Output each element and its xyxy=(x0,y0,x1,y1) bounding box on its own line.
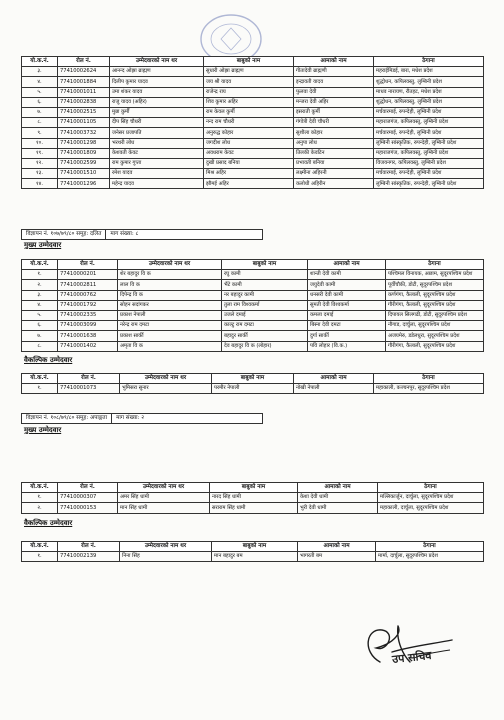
cell-serial: १. xyxy=(22,270,58,280)
cell-candidate-name: रमेश यादव xyxy=(110,169,204,179)
cell-serial: १३. xyxy=(22,169,58,179)
cell-candidate-name: भुमिसरा सुनार xyxy=(120,384,212,394)
table-row xyxy=(22,179,484,189)
cell-father-name: सुधारी ओझा ब्राह्मण xyxy=(204,67,294,77)
table-row xyxy=(22,158,484,168)
cell-candidate-name: जनेसर प्रजापति xyxy=(110,128,204,138)
cell-address: मर्चवारमाई, रुपन्देही, लुम्बिनी प्रदेश xyxy=(374,169,484,179)
table-row xyxy=(22,77,484,87)
cell-address: पूर्वीचौकी, डोटी, सुदूरपश्चिम प्रदेश xyxy=(386,280,484,290)
table-row xyxy=(22,384,484,394)
cell-mother-name: प्रभावती बनिया xyxy=(294,158,374,168)
continuation-table xyxy=(21,56,484,189)
cell-candidate-name: अमर सिंह धामी xyxy=(118,493,210,503)
column-header-address: ठेगाना xyxy=(374,57,484,67)
cell-serial: १४. xyxy=(22,179,58,189)
cell-father-name: शिव कुमार अहिर xyxy=(204,97,294,107)
cell-mother-name: गंगोत्री देवी चौधरी xyxy=(294,118,374,128)
cell-roll-number: 77410002515 xyxy=(58,107,110,117)
column-header-father-name: बाबुको नाम xyxy=(210,483,298,493)
cell-candidate-name: राजु यादव (अहिर) xyxy=(110,97,204,107)
cell-address: गौरीगंगा, कैलाली, सुदूरपश्चिम प्रदेश xyxy=(386,300,484,310)
cell-candidate-name: राम कुमार गुप्ता xyxy=(110,158,204,168)
cell-serial: ७. xyxy=(22,331,58,341)
cell-roll-number: 77410002838 xyxy=(58,97,110,107)
cell-roll-number: 77410001402 xyxy=(58,341,118,351)
cell-mother-name: केशा देवी धामी xyxy=(298,493,378,503)
cell-address: माधव नारायण, रौतहट, मधेश प्रदेश xyxy=(374,87,484,97)
cell-roll-number: 77410001809 xyxy=(58,148,110,158)
cell-roll-number: 77410002599 xyxy=(58,158,110,168)
table-row xyxy=(22,128,484,138)
cell-roll-number: 77410001638 xyxy=(58,331,118,341)
column-header-mother-name: आमाको नाम xyxy=(298,542,376,552)
cell-roll-number: 77410001073 xyxy=(58,384,120,394)
cell-father-name: जगदीश लोध xyxy=(204,138,294,148)
cell-mother-name: तिलकी केवटिन xyxy=(294,148,374,158)
cell-candidate-name: प्रकाश नेपाली xyxy=(118,310,222,320)
table-header-row xyxy=(22,374,484,384)
cell-serial: ४. xyxy=(22,300,58,310)
cell-address: लुम्बिनी सांस्कृतिक, रुपन्देही, लुम्बिनी प्रदेश xyxy=(374,138,484,148)
cell-roll-number: 77410000201 xyxy=(58,270,118,280)
cell-address: शुद्धोधन, कपिलवस्तु, लुम्बिनी प्रदेश xyxy=(374,97,484,107)
column-header-serial: यो.क.नं. xyxy=(22,374,58,384)
cell-candidate-name: सोहन सदांगकर xyxy=(118,300,222,310)
cell-candidate-name: अमृता वि क xyxy=(118,341,222,351)
advertisement-box xyxy=(21,413,263,424)
main-candidate-table xyxy=(21,259,484,352)
column-header-serial: यो.क.नं. xyxy=(22,57,58,67)
table-row xyxy=(22,107,484,117)
table-header-row xyxy=(22,260,484,270)
table-row xyxy=(22,148,484,158)
cell-mother-name: धनसरी देवी कामी xyxy=(308,290,386,300)
cell-serial: १. xyxy=(22,493,58,503)
alternate-candidate-table xyxy=(21,541,484,562)
cell-mother-name: दुर्गा सार्की xyxy=(308,331,386,341)
cell-candidate-name: शेर बहादुर वि क xyxy=(118,270,222,280)
column-header-mother-name: आमाको नाम xyxy=(294,57,374,67)
cell-mother-name: इसराती कुर्मी xyxy=(294,107,374,117)
cell-roll-number: 77410001884 xyxy=(58,77,110,87)
cell-candidate-name: मुन्ना कुर्मी xyxy=(110,107,204,117)
main-candidate-table xyxy=(21,482,484,514)
cell-candidate-name: नरेन्द्र राम दमटा xyxy=(118,321,222,331)
table-row xyxy=(22,138,484,148)
cell-mother-name: इन्द्रावती यादव xyxy=(294,77,374,87)
cell-serial: ८. xyxy=(22,118,58,128)
cell-father-name: उजले दमाई xyxy=(222,310,308,320)
column-header-address: ठेगाना xyxy=(376,542,484,552)
seat-count: माग संख्या: ८ xyxy=(110,231,139,237)
cell-father-name: रघु कामी xyxy=(222,270,308,280)
cell-father-name: दुखी प्रसाद बनिया xyxy=(204,158,294,168)
cell-serial: ७. xyxy=(22,107,58,117)
table-row xyxy=(22,280,484,290)
cell-mother-name: जयुदेवी कामी xyxy=(308,280,386,290)
cell-father-name: भैंटे कामी xyxy=(222,280,308,290)
cell-candidate-name: उमा शंकर यादव xyxy=(110,87,204,97)
cell-mother-name: गीतादेवी ब्राह्मणी xyxy=(294,67,374,77)
column-header-serial: यो.क.नं. xyxy=(22,542,58,552)
cell-candidate-name: निना सिंह xyxy=(120,552,212,562)
cell-serial: १०. xyxy=(22,138,58,148)
cell-mother-name: नोखी नेपाली xyxy=(294,384,374,394)
cell-address: मल्लिकार्जुन, दार्चुला, सुदूरपश्चिम प्रदेश xyxy=(378,493,484,503)
column-header-roll-number: रोल नं. xyxy=(58,542,120,552)
column-header-candidate-name: उम्मेदवारको नाम थर xyxy=(120,542,212,552)
cell-mother-name: कलोधी अहिरीन xyxy=(294,179,374,189)
cell-address: नौगाड, दार्चुला, सुदूरपश्चिम प्रदेश xyxy=(386,321,484,331)
cell-serial: ५. xyxy=(22,87,58,97)
cell-candidate-name: प्रकाश सार्की xyxy=(118,331,222,341)
column-header-serial: यो.क.नं. xyxy=(22,260,58,270)
cell-candidate-name: केशवती केवट xyxy=(110,148,204,158)
cell-roll-number: 77410002811 xyxy=(58,280,118,290)
cell-father-name: जय श्री यादव xyxy=(204,77,294,87)
cell-serial: ८. xyxy=(22,341,58,351)
column-header-serial: यो.क.नं. xyxy=(22,483,58,493)
column-header-roll-number: रोल नं. xyxy=(58,483,118,493)
cell-address: महाराजगंज, कपिलवस्तु, लुम्बिनी प्रदेश xyxy=(374,118,484,128)
cell-mother-name: सुशीला कोहार xyxy=(294,128,374,138)
cell-father-name: परमीर नेपाली xyxy=(212,384,294,394)
cell-father-name: तुला राम विश्वकर्मा xyxy=(222,300,308,310)
table-row xyxy=(22,87,484,97)
cell-father-name: देव बहादुर वि क (लोहार) xyxy=(222,341,308,351)
cell-address: महराईमिडई, बारा, मधेश प्रदेश xyxy=(374,67,484,77)
cell-address: गौरीगंगा, कैलाली, सुदूरपश्चिम प्रदेश xyxy=(386,341,484,351)
cell-serial: २. xyxy=(22,503,58,513)
cell-address: दिपायल सिलगढी, डोटी, सुदूरपश्चिम प्रदेश xyxy=(386,310,484,320)
cell-candidate-name: दिलीप कुमार यादव xyxy=(110,77,204,87)
advertisement-label: विज्ञापन नं. १०७/७९/८० समूह: दलित xyxy=(26,231,102,237)
column-header-candidate-name: उम्मेदवारको नाम थर xyxy=(118,483,210,493)
cell-serial: ५. xyxy=(22,310,58,320)
cell-address: महाकाली, दार्चुला, सुदूरपश्चिम प्रदेश xyxy=(378,503,484,513)
cell-address: महाकाली, कञ्चनपुर, सुदूरपश्चिम प्रदेश xyxy=(374,384,484,394)
cell-address: अजयमेरु, डडेलधुरा, सुदूरपश्चिम प्रदेश xyxy=(386,331,484,341)
cell-candidate-name: महेन्द्र यादव xyxy=(110,179,204,189)
cell-roll-number: 77410002624 xyxy=(58,67,110,77)
cell-mother-name: सुमती देवी विश्वकर्मा xyxy=(308,300,386,310)
cell-serial: १. xyxy=(22,384,58,394)
cell-serial: ३. xyxy=(22,290,58,300)
cell-candidate-name: दीप सिंह चौधरी xyxy=(110,118,204,128)
main-candidate-heading: मुख्य उम्मेदवार xyxy=(24,426,62,434)
table-row xyxy=(22,552,484,562)
cell-mother-name: कमला दमाई xyxy=(308,310,386,320)
advertisement-box xyxy=(21,229,263,240)
cell-mother-name: भुरी देवी धामी xyxy=(298,503,378,513)
column-header-address: ठेगाना xyxy=(374,374,484,384)
cell-father-name: मिश्र अहिर xyxy=(204,169,294,179)
cell-serial: १२. xyxy=(22,158,58,168)
table-header-row xyxy=(22,542,484,552)
cell-father-name: काल्टु राम दमटा xyxy=(222,321,308,331)
cell-mother-name: अनुपा लोध xyxy=(294,138,374,148)
cell-roll-number: 77410000307 xyxy=(58,493,118,503)
table-header-row xyxy=(22,57,484,67)
table-row xyxy=(22,503,484,513)
table-row xyxy=(22,290,484,300)
cell-roll-number: 77410002139 xyxy=(58,552,120,562)
table-row xyxy=(22,493,484,503)
cell-father-name: राजेन्द्र राय xyxy=(204,87,294,97)
cell-father-name: नारद सिंह धामी xyxy=(210,493,298,503)
cell-father-name: मान बहादुर बम xyxy=(212,552,298,562)
column-header-father-name: बाबुको नाम xyxy=(204,57,294,67)
column-header-mother-name: आमाको नाम xyxy=(308,260,386,270)
table-row xyxy=(22,97,484,107)
cell-mother-name: पवि लोहार (वि.क.) xyxy=(308,341,386,351)
seat-count: माग संख्या: २ xyxy=(116,415,145,421)
table-row xyxy=(22,300,484,310)
column-header-father-name: बाबुको नाम xyxy=(222,260,308,270)
cell-address: पश्चिमल विनायक, अछाम, सुदूरपश्चिम प्रदेश xyxy=(386,270,484,280)
cell-serial: ६. xyxy=(22,97,58,107)
column-header-father-name: बाबुको नाम xyxy=(212,374,294,384)
cell-serial: ३. xyxy=(22,67,58,77)
table-header-row xyxy=(22,483,484,493)
cell-roll-number: 77410001011 xyxy=(58,87,110,97)
table-row xyxy=(22,331,484,341)
alternate-candidate-table xyxy=(21,373,484,394)
cell-roll-number: 77410002335 xyxy=(58,310,118,320)
advertisement-label: विज्ञापन नं. १०८/७९/८० समूह: अपाङ्गता xyxy=(26,415,108,421)
cell-mother-name: भागरती बम xyxy=(298,552,376,562)
table-row xyxy=(22,310,484,320)
cell-mother-name: मन्जरा देवी अहिर xyxy=(294,97,374,107)
cell-father-name: झौमई अहिर xyxy=(204,179,294,189)
cell-roll-number: 77410001296 xyxy=(58,179,110,189)
column-header-candidate-name: उम्मेदवारको नाम थर xyxy=(110,57,204,67)
cell-address: महाराजगंज, कपिलवस्तु, लुम्बिनी प्रदेश xyxy=(374,148,484,158)
cell-roll-number: 77410003099 xyxy=(58,321,118,331)
cell-candidate-name: आनन्द ओझा ब्राह्मण xyxy=(110,67,204,77)
cell-father-name: अवधराम केवट xyxy=(204,148,294,158)
alternate-candidate-heading: वैकल्पिक उम्मेदवार xyxy=(24,356,73,364)
cell-father-name: सराराम सिंह धामी xyxy=(210,503,298,513)
column-header-candidate-name: उम्मेदवारको नाम थर xyxy=(118,260,222,270)
column-header-mother-name: आमाको नाम xyxy=(298,483,378,493)
cell-serial: ९. xyxy=(22,128,58,138)
table-row xyxy=(22,321,484,331)
table-row xyxy=(22,341,484,351)
cell-serial: ४. xyxy=(22,77,58,87)
cell-serial: ६. xyxy=(22,321,58,331)
cell-mother-name: बिस्ना देवी दमटा xyxy=(308,321,386,331)
cell-roll-number: 77410000153 xyxy=(58,503,118,513)
cell-father-name: नन्द राम चौधरी xyxy=(204,118,294,128)
cell-mother-name: फुलवा देवी xyxy=(294,87,374,97)
cell-address: शुद्धोधन, कपिलवस्तु, लुम्बिनी प्रदेश xyxy=(374,77,484,87)
cell-father-name: राम केवल कुर्मी xyxy=(204,107,294,117)
cell-address: मर्चवारमाई, रुपन्देही, लुम्बिनी प्रदेश xyxy=(374,128,484,138)
main-candidate-heading: मुख्य उम्मेदवार xyxy=(24,241,62,249)
signature-title: उप सचिव xyxy=(391,648,433,667)
column-header-roll-number: रोल नं. xyxy=(58,260,118,270)
column-header-roll-number: रोल नं. xyxy=(58,57,110,67)
column-header-mother-name: आमाको नाम xyxy=(294,374,374,384)
column-header-father-name: बाबुको नाम xyxy=(212,542,298,552)
column-header-address: ठेगाना xyxy=(378,483,484,493)
cell-address: मर्चवारमाई, रुपन्देही, लुम्बिनी प्रदेश xyxy=(374,107,484,117)
column-header-roll-number: रोल नं. xyxy=(58,374,120,384)
table-row xyxy=(22,270,484,280)
cell-roll-number: 77410001792 xyxy=(58,300,118,310)
cell-roll-number: 77410000762 xyxy=(58,290,118,300)
cell-father-name: नर बहादुर कामी xyxy=(222,290,308,300)
cell-serial: १. xyxy=(22,552,58,562)
table-row xyxy=(22,118,484,128)
cell-candidate-name: लाल वि क xyxy=(118,280,222,290)
cell-address: कर्णगंगा, कैलाली, सुदूरपश्चिम प्रदेश xyxy=(386,290,484,300)
cell-roll-number: 77410003732 xyxy=(58,128,110,138)
column-header-address: ठेगाना xyxy=(386,260,484,270)
cell-address: मार्मा, दार्चुला, सुदूरपश्चिम प्रदेश xyxy=(376,552,484,562)
cell-roll-number: 77410001105 xyxy=(58,118,110,128)
cell-mother-name: लक्ष्मीना अहिरनी xyxy=(294,169,374,179)
cell-father-name: बहादुर सार्की xyxy=(222,331,308,341)
cell-address: लुम्बिनी सांस्कृतिक, रुपन्देही, लुम्बिनी प्रदेश xyxy=(374,179,484,189)
cell-address: विजयनगर, कपिलवस्तु, लुम्बिनी प्रदेश xyxy=(374,158,484,168)
cell-candidate-name: मान सिंह धामी xyxy=(118,503,210,513)
cell-candidate-name: भरथरी लोध xyxy=(110,138,204,148)
column-header-candidate-name: उम्मेदवारको नाम थर xyxy=(120,374,212,384)
cell-father-name: अनुरुद्ध कोहार xyxy=(204,128,294,138)
cell-roll-number: 77410001510 xyxy=(58,169,110,179)
cell-serial: ११. xyxy=(22,148,58,158)
table-row xyxy=(22,169,484,179)
cell-mother-name: शान्ती देवी कामी xyxy=(308,270,386,280)
cell-serial: २. xyxy=(22,280,58,290)
cell-roll-number: 77410001298 xyxy=(58,138,110,148)
table-row xyxy=(22,67,484,77)
alternate-candidate-heading: वैकल्पिक उम्मेदवार xyxy=(24,519,73,527)
cell-candidate-name: दिपेन्द्र वि क xyxy=(118,290,222,300)
